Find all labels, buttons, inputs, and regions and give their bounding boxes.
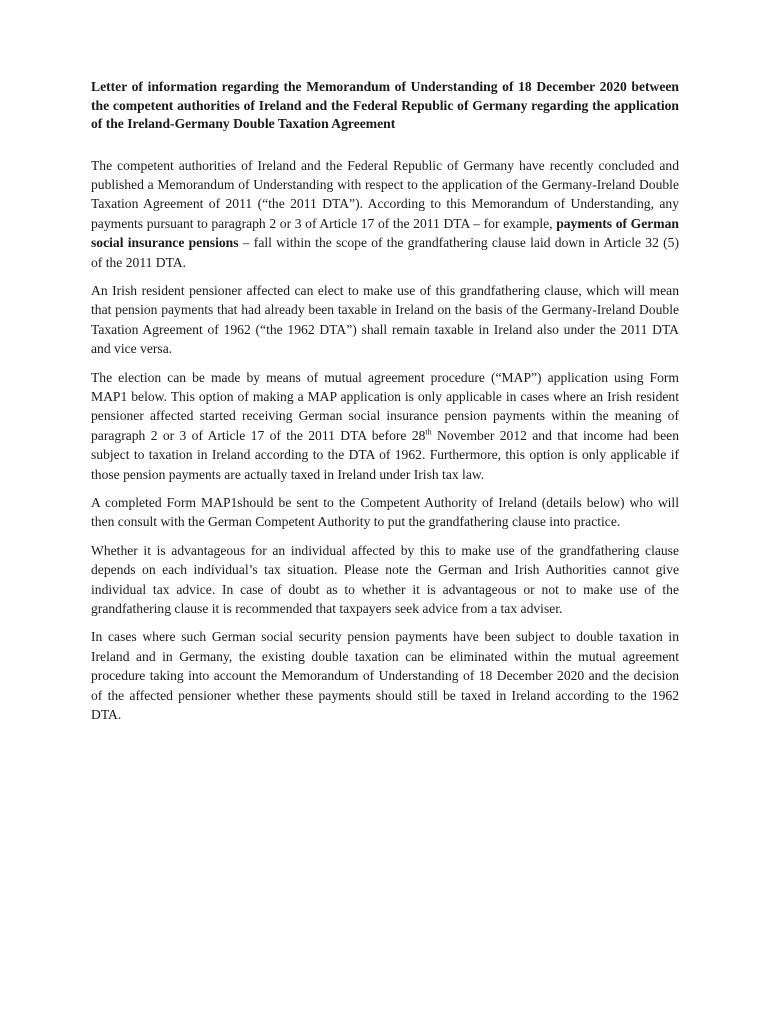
- paragraph-double-taxation: In cases where such German social security pension payments have been subject to double taxation in Ireland and in Germany, the existing double taxation can be eliminated within the mutual agreement procedure taking into account the Memorandum of Understanding of 18 December 2020 and the decision of the affected pensioner whether these payments should still be taxed in Ireland according to the 1962 DTA.: [91, 629, 679, 723]
- ordinal-superscript: th: [425, 427, 432, 437]
- paragraph-map-text-end: November 2012 and that income had been subject to taxation in Ireland according to the DTA of 1962. Furthermore, this option is only applicable if those pension payments are actually taxed in Ireland under Irish tax law.: [91, 427, 679, 482]
- paragraph-mou-bold-text: payments of German social insurance pensions: [91, 215, 679, 251]
- paragraph-map-text-start: The election can be made by means of mutual agreement procedure (“MAP”) application using Form MAP1 below. This option of making a MAP application is only applicable in cases where an Irish resident pensioner affected started receiving German social insurance pension payments within the meaning of paragraph 2 or 3 of Article 17 of the 2011 DTA before 28: [91, 369, 679, 443]
- document-title: Letter of information regarding the Memorandum of Understanding of 18 December 2020 between the competent authorities of Ireland and the Federal Republic of Germany regarding the application of the Ireland-Germany Double Taxation Agreement: [91, 79, 679, 131]
- document-page: [91, 78, 679, 733]
- paragraph-mou-text-end: – fall within the scope of the grandfathering clause laid down in Article 32 (5) of the 2011 DTA.: [91, 235, 680, 270]
- paragraph-tax-advice: Whether it is advantageous for an individual affected by this to make use of the grandfathering clause depends on each individual’s tax situation. Please note the German and Irish Authorities cannot give individual tax advice. In case of doubt as to whether it is advantageous or not to make use of the grandfathering clause it is recommended that taxpayers seek advice from a tax adviser.: [91, 542, 679, 617]
- paragraph-form-submission: A completed Form MAP1should be sent to the Competent Authority of Ireland (details below) who will then consult with the German Competent Authority to put the grandfathering clause into practice.: [91, 495, 679, 530]
- paragraph-election-effect: An Irish resident pensioner affected can elect to make use of this grandfathering clause, which will mean that pension payments that had already been taxable in Ireland on the basis of the Germany-Ireland Double Taxation Agreement of 1962 (“the 1962 DTA”) shall remain taxable in Ireland also under the 2011 DTA and vice versa.: [91, 282, 679, 357]
- paragraph-map-application: [91, 368, 679, 484]
- paragraph-mou-summary: [91, 156, 679, 272]
- paragraph-mou-text-start: The competent authorities of Ireland and the Federal Republic of Germany have recently concluded and published a Memorandum of Understanding with respect to the application of the Germany-Ireland Double Taxation Agreement of 2011 (“the 2011 DTA”). According to this Memorandum of Understanding, any payments pursuant to paragraph 2 or 3 of Article 17 of the 2011 DTA – for example,: [91, 157, 679, 231]
